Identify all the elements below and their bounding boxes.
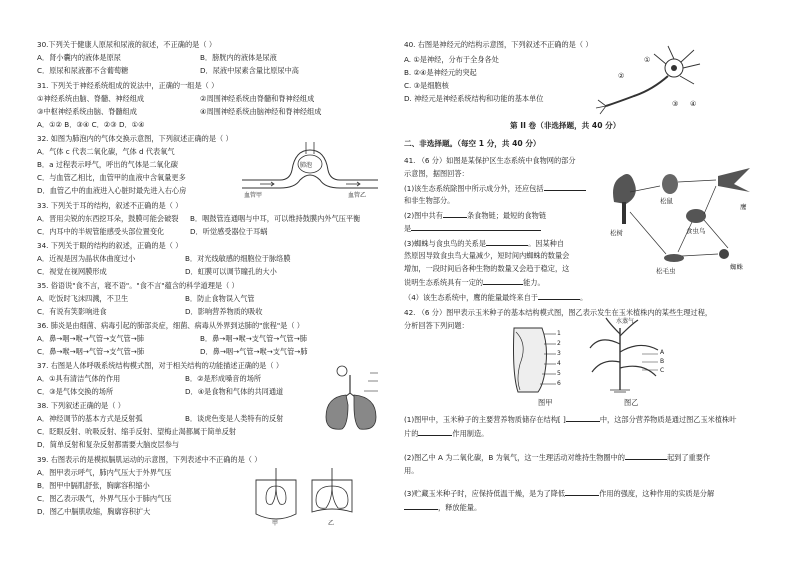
q39-option-d: D．图乙中膈肌收缩，胸廓容积扩大 [37, 507, 151, 516]
seed-label-4: 4 [557, 360, 561, 367]
q37-option-c: C．③是气体交换的场所 [37, 387, 114, 396]
diaphragm-yi-label: 乙 [328, 520, 335, 527]
q42-intro-2: 分析回答下列问题： [404, 321, 469, 330]
q39-option-c: C．图乙表示吸气，外界气压小于肺内气压 [37, 494, 172, 503]
corn-plant-figure [580, 314, 676, 394]
q42-part-1: (1)图甲中，玉米种子的主要营养物质储存在结构[ ] 中，这部分营养物质是通过图乙玉米植株叶 [404, 415, 737, 424]
q31-choices: A．①② B．③④ C．②③ D．①④ [37, 120, 145, 129]
q35-option-c: C．有说有笑影响进食 [37, 307, 107, 316]
plant-label-b: B [660, 358, 665, 365]
q32-option-a: A．气体 c 代表二氧化碳，气体 d 代表氧气 [37, 147, 175, 156]
q38-option-a: A．神经调节的基本方式是反射弧 [37, 414, 143, 423]
q33-option-a: A．晋用尖锐的东西挖耳朵，鼓膜可能会破裂 [37, 214, 179, 223]
alveolus-label: 肺泡 [300, 162, 313, 169]
q30-option-c: C．原尿和尿液都不含葡萄糖 [37, 66, 129, 75]
q41-part-3c: 然原因导致食虫鸟大量减少，短时间内蜘蛛的数量会 [404, 251, 570, 260]
alveolus-gas-exchange-figure [240, 140, 380, 198]
q31-item-1: ①神经系统由脑、脊髓、神经组成 [37, 94, 145, 103]
q31-item-2: ②周围神经系统由脊髓和脊神经组成 [200, 94, 315, 103]
q32-option-b: B．a 过程表示呼气，呼出的气体是二氧化碳 [37, 160, 178, 169]
q32-option-d: D．血管乙中的血液进入心脏时最先进入右心房 [37, 186, 187, 195]
vessel-jia-label: 血管甲 [244, 192, 263, 199]
q38-stem: 38. 下列叙述正确的是（ ） [37, 401, 125, 410]
food-web-pine: 松树 [610, 229, 623, 237]
food-web-hawk: 鹰 [740, 203, 747, 211]
section-2-title: 第 II 卷（非选择题，共 40 分） [510, 121, 621, 130]
q30-option-b: B．膀胱内的液体是尿液 [200, 53, 277, 62]
q32-stem: 32. 如图为肺泡内的气体交换示意图，下列叙述正确的是（ ） [37, 134, 233, 143]
q42-intro-1: 42. （6 分）图甲表示玉米种子的基本结构模式图，图乙表示发生在玉米植株内的某些生理过程， [404, 308, 713, 317]
figure-yi-caption: 图乙 [624, 398, 639, 407]
q34-option-c: C．视觉在视网膜形成 [37, 267, 107, 276]
q42-part-2: (2)图乙中 A 为二氧化碳，B 为氧气，这一生理活动对维持生物圈中的 起到了重要作 [404, 453, 711, 462]
q35-option-d: D．影响营养物质的吸收 [185, 307, 263, 316]
q36-stem: 36. 肺炎是由细菌、病毒引起的肺部炎症，细菌、病毒从外界到达肺的"旅程"是（ ） [37, 321, 304, 330]
q34-option-a: A．近视是因为晶状体曲度过小 [37, 254, 136, 263]
q42-part-3c: ，释放能量。 [404, 502, 481, 512]
q39-stem: 39. 右图表示的是模拟膈肌运动的示意图，下列表述中不正确的是（ ） [37, 455, 262, 464]
plant-label-a: A [660, 349, 665, 356]
food-web-spider: 蜘蛛 [730, 263, 743, 271]
vessel-yi-label: 血管乙 [348, 192, 367, 199]
neuron-label-3: ③ [672, 100, 679, 108]
food-web-squirrel: 松鼠 [660, 197, 673, 205]
neuron-label-2: ② [618, 72, 625, 80]
seed-label-6: 6 [557, 380, 561, 387]
q37-option-b: B．②是形成嗓音的场所 [185, 374, 262, 383]
q40-stem: 40. 右图是神经元的结构示意图，下列叙述不正确的是（ ） [404, 40, 593, 49]
q35-option-b: B．防止食物误入气管 [185, 294, 255, 303]
q41-part-3: (3)蜘蛛与食虫鸟的关系是 。因某种自 [404, 239, 565, 248]
q33-option-b: B．咽鼓管连通咽与中耳，可以维持鼓膜内外气压平衡 [190, 214, 361, 223]
vapor-label: 水蒸气 [616, 318, 635, 325]
diaphragm-model-figure [250, 466, 360, 526]
q36-option-d: D．鼻→咽→气管→喉→支气管→肺 [200, 347, 308, 356]
q31-item-3: ③中枢神经系统由脑、脊髓组成 [37, 107, 137, 116]
q38-option-b: B．谈虎色变是人类特有的反射 [185, 414, 284, 423]
food-web-figure [600, 162, 760, 282]
q40-option-a: A. ①是神经，分布于全身各处 [404, 55, 499, 64]
q40-option-d: D. 神经元是神经系统结构和功能的基本单位 [404, 94, 544, 103]
seed-label-5: 5 [557, 370, 561, 377]
q38-option-c: C．眨眼反射、吮吸反射、缩手反射、望梅止渴都属于简单反射 [37, 427, 237, 436]
q42-part-1c: 片的 作用制造。 [404, 429, 489, 438]
q33-option-c: C．内耳中的半规管能感受头部位置变化 [37, 227, 165, 236]
q41-intro-2: 示意图，据图回答： [404, 169, 469, 178]
q41-part-1: (1)该生态系统除图中所示成分外，还应包括 [404, 183, 586, 193]
diaphragm-jia-label: 甲 [272, 520, 279, 527]
seed-label-3: 3 [557, 350, 561, 357]
q36-option-c: C．鼻→喉→咽→气管→支气管→肺 [37, 347, 145, 356]
food-web-bird: 食虫鸟 [686, 227, 706, 235]
q37-stem: 37. 右图是人体呼吸系统结构模式图，对于相关结构的功能描述正确的是（ ） [37, 361, 284, 370]
q42-part-3: (3)贮藏玉米种子时，应保持低温干燥，是为了降低 作用的强度，这种作用的实质是分解 [404, 489, 715, 498]
q35-stem: 35. 俗语说"食不言，寝不语"。"食不言"蕴含的科学道理是（ ） [37, 281, 239, 290]
q38-option-d: D．简单反射和复杂反射都需要大脑皮层参与 [37, 440, 180, 449]
q30-option-a: A．肾小囊内的液体是原尿 [37, 53, 121, 62]
q36-option-a: A．鼻→咽→喉→气管→支气管→肺 [37, 334, 144, 343]
q33-option-d: D．听觉感受器位于耳蜗 [190, 227, 268, 236]
q35-option-a: A．吃饭时飞沫四溅，不卫生 [37, 294, 129, 303]
section-2-heading: 二、非选择题。（每空 1 分，共 40 分） [404, 139, 541, 148]
plant-label-c: C [660, 367, 665, 374]
q41-part-3d: 增加，一段时间后各种生物的数量又会趋于稳定，这 [404, 264, 570, 273]
q41-part-4: （4）该生态系统中，鹰的能量最终来自于 。 [404, 293, 588, 302]
respiratory-system-figure [320, 365, 382, 435]
q40-option-c: C. ③是细胞核 [404, 81, 449, 90]
neuron-label-4: ④ [690, 100, 697, 108]
food-web-caterpillar: 松毛虫 [656, 267, 676, 275]
q41-part-3e: 说明生态系统具有一定的 能力。 [404, 278, 545, 287]
q37-option-a: A．①具有清洁气体的作用 [37, 374, 121, 383]
q39-option-b: B．图甲中膈肌舒张，胸廓容积缩小 [37, 481, 150, 490]
q34-option-b: B．对光线敏感的细胞位于脉络膜 [185, 254, 291, 263]
q31-item-4: ④周围神经系统由脑神经和脊神经组成 [200, 107, 322, 116]
q42-part-2c: 用。 [404, 466, 419, 475]
neuron-label-1: ① [644, 56, 651, 64]
q37-option-d: D．④是食物和气体的共同通道 [185, 387, 284, 396]
figure-jia-caption: 图甲 [538, 398, 553, 407]
q32-option-c: C．与血管乙相比，血管甲的血液中含氧量更多 [37, 173, 186, 182]
corn-seed-figure [508, 324, 564, 396]
q39-option-a: A．图甲表示呼气，肺内气压大于外界气压 [37, 468, 172, 477]
q33-stem: 33. 下列关于耳的结构，叙述不正确的是（ ） [37, 201, 183, 210]
q41-part-2b: 是 [404, 223, 541, 233]
q40-option-b: B. ②④是神经元的突起 [404, 68, 477, 77]
q41-intro-1: 41. （6 分）如图是某保护区生态系统中食物网的部分 [404, 156, 576, 165]
q41-part-1b: 和非生物部分。 [404, 196, 455, 205]
q30-option-d: D．尿液中尿素含量比原尿中高 [200, 66, 299, 75]
q30-stem: 30.下列关于健康人原尿和尿液的叙述，不正确的是（ ） [37, 40, 217, 49]
q34-stem: 34. 下列关于眼的结构的叙述，正确的是（ ） [37, 241, 183, 250]
seed-label-1: 1 [557, 330, 561, 337]
neuron-figure [582, 40, 732, 122]
q31-stem: 31. 下列关于神经系统组成的说法中，正确的一组是（ ） [37, 81, 219, 90]
seed-label-2: 2 [557, 340, 561, 347]
q41-part-2: (2)图中共有 条食物链；最短的食物链 [404, 211, 547, 220]
q36-option-b: B．鼻→咽→喉→支气管→气管→肺 [200, 334, 307, 343]
q34-option-d: D．虹膜可以调节瞳孔的大小 [185, 267, 277, 276]
